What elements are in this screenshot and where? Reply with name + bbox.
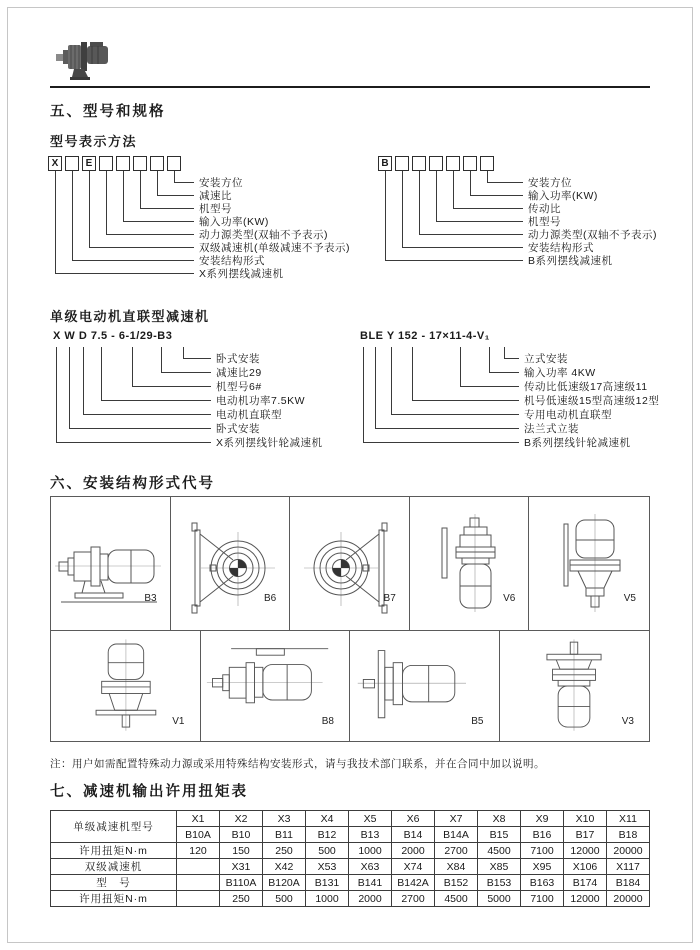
model-code: X W D 7.5 - 6-1/29-B3 <box>53 330 173 342</box>
section6-title: 六、安装结构形式代号 <box>50 476 215 492</box>
mount-cell-b3 <box>51 497 171 631</box>
diagram-label: B系列摆线减速机 <box>528 255 613 267</box>
table-cell: B184 <box>607 875 650 891</box>
table-cell: 500 <box>306 843 349 859</box>
mounting-grid-row1 <box>51 497 649 631</box>
model-code-box <box>480 156 494 171</box>
table-cell: B142A <box>392 875 435 891</box>
table-row <box>51 859 650 875</box>
diagram-label: 传动比低速级17高速级11 <box>524 381 648 393</box>
table-cell: 7100 <box>521 891 564 907</box>
table-cell: X31 <box>220 859 263 875</box>
table-cell: 7100 <box>521 843 564 859</box>
table-cell: B131 <box>306 875 349 891</box>
mount-label: V5 <box>623 593 636 604</box>
diagram-label: 输入功率(KW) <box>528 190 598 202</box>
mount-label: V3 <box>621 716 634 727</box>
table-cell: B120A <box>263 875 306 891</box>
table-cell: X8 <box>478 811 521 827</box>
table-cell: B152 <box>435 875 478 891</box>
model-code-box <box>116 156 130 171</box>
torque-table <box>50 810 650 907</box>
mount-cell-v5 <box>529 497 649 631</box>
table-cell: B12 <box>306 827 349 843</box>
diagram-label: 卧式安装 <box>216 353 260 365</box>
diagram-label: 电动机功率7.5KW <box>216 395 306 407</box>
table-cell: 4500 <box>435 891 478 907</box>
model-code-box <box>429 156 443 171</box>
diagram-label: 输入功率 4KW <box>524 367 596 379</box>
model-code-box: X <box>48 156 62 171</box>
section5-subtitle: 型号表示方法 <box>50 134 138 149</box>
model-code-box <box>463 156 477 171</box>
mount-cell-v6 <box>410 497 530 631</box>
table-cell: B14A <box>435 827 478 843</box>
diagram-label: X系列摆线减速机 <box>199 268 284 280</box>
mounting-grid-row2 <box>51 631 649 741</box>
mount-cell-b5 <box>350 631 500 741</box>
table-cell: B174 <box>564 875 607 891</box>
model-code-box <box>446 156 460 171</box>
mount-label: B7 <box>383 593 396 604</box>
diagram-label: 法兰式立装 <box>524 423 579 435</box>
table-cell: B16 <box>521 827 564 843</box>
diagram-label: 输入功率(KW) <box>199 216 269 228</box>
direct-section-title: 单级电动机直联型减速机 <box>50 309 210 324</box>
table-cell: X10 <box>564 811 607 827</box>
diagram-label: 动力源类型(双轴不予表示) <box>528 229 657 241</box>
leader-line <box>56 347 211 443</box>
mount-label: B5 <box>471 716 484 727</box>
table-cell: X3 <box>263 811 306 827</box>
diagram-label: 机型号 <box>528 216 561 228</box>
diagram-label: 安装结构形式 <box>199 255 265 267</box>
table-cell: B141 <box>349 875 392 891</box>
diagram-label: 机型号 <box>199 203 232 215</box>
table-cell: X74 <box>392 859 435 875</box>
diagram-label: 电动机直联型 <box>216 409 282 421</box>
leader-line <box>55 171 194 274</box>
table-cell: 250 <box>220 891 263 907</box>
table-cell: B11 <box>263 827 306 843</box>
diagram-label: 立式安装 <box>524 353 568 365</box>
table-cell: X11 <box>607 811 650 827</box>
table-row <box>51 843 650 859</box>
gearmotor-photo <box>54 34 116 84</box>
table-row-label: 许用扭矩N·m <box>51 891 177 907</box>
model-code-box <box>167 156 181 171</box>
mount-label: B3 <box>144 593 157 604</box>
mount-label: V6 <box>503 593 516 604</box>
table-row <box>51 891 650 907</box>
xwd-example-diagram <box>53 330 353 455</box>
diagram-label: 安装方位 <box>199 177 243 189</box>
table-cell: 4500 <box>478 843 521 859</box>
table-cell: X2 <box>220 811 263 827</box>
diagram-label: 卧式安装 <box>216 423 260 435</box>
table-cell: 5000 <box>478 891 521 907</box>
table-cell: 20000 <box>607 843 650 859</box>
table-cell: 12000 <box>564 891 607 907</box>
b-model-code-diagram <box>378 156 678 291</box>
table-cell <box>177 875 220 891</box>
table-cell <box>177 891 220 907</box>
table-cell: 120 <box>177 843 220 859</box>
diagram-label: X系列摆线针轮减速机 <box>216 437 323 449</box>
table-cell: 2000 <box>392 843 435 859</box>
table-cell: X7 <box>435 811 478 827</box>
diagram-label: 机号低速级15型高速级12型 <box>524 395 660 407</box>
diagram-label: 减速比29 <box>216 367 262 379</box>
model-code-boxes <box>378 156 678 171</box>
table-cell: B163 <box>521 875 564 891</box>
leader-line <box>363 347 519 443</box>
table-cell: B18 <box>607 827 650 843</box>
mount-cell-b8 <box>201 631 351 741</box>
diagram-label: 双级减速机(单级减速不予表示) <box>199 242 350 254</box>
leader-line <box>385 171 523 261</box>
table-cell: X5 <box>349 811 392 827</box>
table-cell: B14 <box>392 827 435 843</box>
table-cell: 2700 <box>392 891 435 907</box>
ble-example-diagram <box>360 330 690 455</box>
table-cell: B13 <box>349 827 392 843</box>
diagram-label: 安装方位 <box>528 177 572 189</box>
header-rule <box>50 86 650 88</box>
table-cell: B153 <box>478 875 521 891</box>
table-cell: B110A <box>220 875 263 891</box>
model-code-box <box>99 156 113 171</box>
table-cell: 250 <box>263 843 306 859</box>
table-cell: X117 <box>607 859 650 875</box>
mount-cell-v1 <box>51 631 201 741</box>
model-code-boxes <box>48 156 368 171</box>
diagram-label: B系列摆线针轮减速机 <box>524 437 631 449</box>
table-cell: 150 <box>220 843 263 859</box>
table-cell: X84 <box>435 859 478 875</box>
special-config-note: 注：用户如需配置特殊动力源或采用特殊结构安装形式，请与我技术部门联系，并在合同中加以说明。 <box>50 758 545 770</box>
diagram-label: 减速比 <box>199 190 232 202</box>
table-cell: X53 <box>306 859 349 875</box>
mount-label: B6 <box>263 593 277 604</box>
mount-label: B8 <box>321 716 334 727</box>
model-code-box <box>395 156 409 171</box>
table-cell: X4 <box>306 811 349 827</box>
x-model-code-diagram <box>48 156 368 291</box>
table-row <box>51 875 650 891</box>
model-code-box <box>150 156 164 171</box>
section5-title: 五、型号和规格 <box>50 104 166 120</box>
model-code-box <box>65 156 79 171</box>
mount-cell-b6 <box>171 497 291 631</box>
model-code: BLE Y 152 - 17×11-4-V₁ <box>360 330 490 342</box>
diagram-label: 安装结构形式 <box>528 242 594 254</box>
table-cell: 2000 <box>349 891 392 907</box>
table-cell: X6 <box>392 811 435 827</box>
mount-label: V1 <box>172 716 185 727</box>
diagram-label: 机型号6# <box>216 381 262 393</box>
table-cell: X9 <box>521 811 564 827</box>
table-cell: X1 <box>177 811 220 827</box>
table-cell: B15 <box>478 827 521 843</box>
diagram-label: 传动比 <box>528 203 561 215</box>
model-code-box: B <box>378 156 392 171</box>
model-code-box: E <box>82 156 96 171</box>
table-row-label: 双级减速机 <box>51 859 177 875</box>
table-row-label: 许用扭矩N·m <box>51 843 177 859</box>
table-row-label: 型 号 <box>51 875 177 891</box>
mount-cell-v3 <box>500 631 650 741</box>
diagram-label: 动力源类型(双轴不予表示) <box>199 229 328 241</box>
table-cell: X42 <box>263 859 306 875</box>
table-cell: 12000 <box>564 843 607 859</box>
table-row-label: 单级减速机型号 <box>51 811 177 843</box>
table-cell: 1000 <box>349 843 392 859</box>
section7-title: 七、减速机输出许用扭矩表 <box>50 784 248 800</box>
model-code-box <box>412 156 426 171</box>
table-cell <box>177 859 220 875</box>
table-cell: X85 <box>478 859 521 875</box>
model-code-box <box>133 156 147 171</box>
table-cell: 2700 <box>435 843 478 859</box>
table-cell: 20000 <box>607 891 650 907</box>
mounting-grid <box>50 496 650 742</box>
table-cell: B10 <box>220 827 263 843</box>
mount-cell-b7 <box>290 497 410 631</box>
table-cell: X63 <box>349 859 392 875</box>
table-cell: X95 <box>521 859 564 875</box>
diagram-label: 专用电动机直联型 <box>524 409 612 421</box>
table-cell: X106 <box>564 859 607 875</box>
table-row <box>51 811 650 827</box>
table-cell: 1000 <box>306 891 349 907</box>
table-cell: B17 <box>564 827 607 843</box>
table-cell: 500 <box>263 891 306 907</box>
table-cell: B10A <box>177 827 220 843</box>
